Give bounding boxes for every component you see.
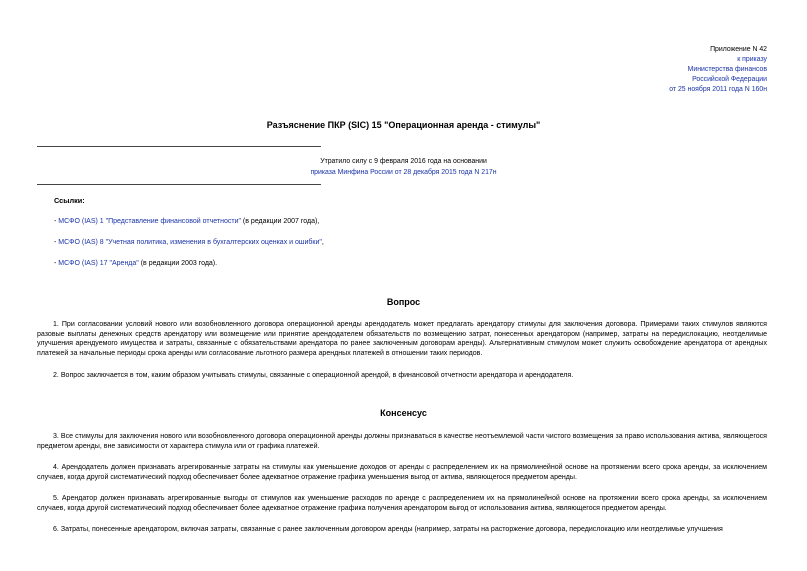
reference-prefix: - — [54, 218, 59, 225]
reference-item — [54, 238, 324, 248]
reference-suffix: (в редакции 2007 года), — [240, 218, 320, 225]
paragraph-2: 2. Вопрос заключается в том, каким образом учитывать стимулы, связанные с операционной арендой, в финансовой отчетности арендатора и арендодателя. — [53, 372, 574, 379]
references-title: Ссылки: — [54, 196, 85, 205]
paragraph-6: 6. Затраты, понесенные арендатором, включая затраты, связанные с ранее заключенным договором аренды (например, затраты на расторжение договора, передислокацию или неотделимые улучшения — [53, 526, 723, 533]
reference-link-ias1[interactable]: МСФО (IAS) 1 "Представление финансовой отчетности" — [58, 218, 241, 225]
reference-item — [54, 217, 319, 227]
reference-link-ias17[interactable]: МСФО (IAS) 17 "Аренда" — [58, 260, 139, 267]
lost-force-text: Утратило силу с 9 февраля 2016 года на основании — [320, 158, 487, 165]
reference-item — [54, 259, 217, 269]
reference-suffix: , — [321, 239, 324, 246]
reference-prefix: - — [54, 260, 59, 267]
reference-suffix: (в редакции 2003 года). — [138, 260, 218, 267]
section-heading-consensus: Консенсус — [380, 408, 427, 418]
divider-top — [37, 146, 321, 147]
paragraph-3: 3. Все стимулы для заключения нового или возобновленного договора операционной аренды должны признаваться в качестве неотъемлемой части чистого возмещения за право использования актива, являющегося предметом аренды, вне зависимости от характера стимула или от графика платежей. — [37, 433, 767, 450]
paragraph-4: 4. Арендодатель должен признавать агрегированные затраты на стимулы как уменьшение доходов от аренды с распределением их на прямолинейной основе на протяжении всего срока аренды, за исключением случаев, когда другой систематический подход обеспечивает более адекватное отражение графика уменьшения выгод от актива, являющегося предметом аренды. — [37, 464, 767, 481]
reference-prefix: - — [54, 239, 59, 246]
appendix-country-link[interactable]: Российской Федерации — [692, 76, 767, 83]
reference-link-ias8[interactable]: МСФО (IAS) 8 "Учетная политика, изменения в бухгалтерских оценках и ошибки" — [58, 239, 322, 246]
paragraph-5: 5. Арендатор должен признавать агрегированные выгоды от стимулов как уменьшение расходов по аренде с распределением их на прямолинейной основе на протяжении всего срока аренды, за исключением случаев, когда другой систематический подход обеспечивает более адекватное отражение графика получения арендатором выгод от использования актива, являющегося предметом аренды. — [37, 495, 767, 512]
appendix-header — [669, 45, 767, 95]
lost-force-order-link[interactable]: приказа Минфина России от 28 декабря 2015 года N 217н — [310, 168, 497, 176]
divider-bottom — [37, 184, 321, 185]
appendix-order-link[interactable]: к приказу — [737, 56, 767, 63]
appendix-number: Приложение N 42 — [710, 46, 767, 53]
section-heading-question: Вопрос — [386, 297, 421, 307]
document-title: Разъяснение ПКР (SIC) 15 "Операционная аренда - стимулы" — [266, 120, 541, 130]
lost-force-notice — [0, 157, 807, 178]
appendix-ministry-link[interactable]: Министерства финансов — [687, 66, 767, 73]
appendix-date-link[interactable]: от 25 ноября 2011 года N 160н — [669, 86, 767, 93]
paragraph-1: 1. При согласовании условий нового или возобновленного договора операционной аренды арендодатель может предлагать арендатору стимулы для заключения договора. Примерами таких стимулов являются разовые выплаты денежных средств арендатору или возмещение или принятие арендодателем обязательств по возмещению затрат, понесенных арендатором (например, затраты на передислокацию, неотделимые улучшения арендуемого имущества и затраты, связанные с обязательствами арендатора по ранее заключенным договорам аренды). Альтернативным стимулом может служить освобождение арендатора от арендных платежей за начальные периоды срока аренды или согласование льготного размера арендных платежей в отношении таких периодов. — [37, 321, 767, 357]
